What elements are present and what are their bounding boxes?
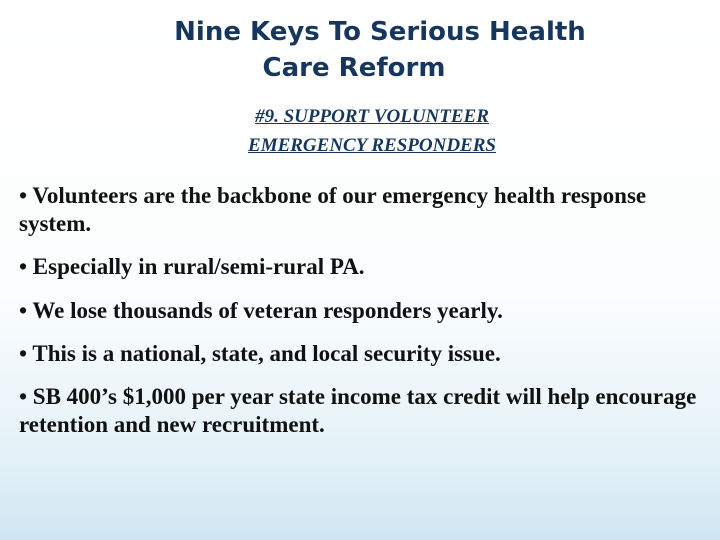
slide-subtitle-line-2: EMERGENCY RESPONDERS [248, 135, 496, 156]
bullet-list [19, 182, 715, 454]
slide-subtitle-line-1: #9. SUPPORT VOLUNTEER [255, 106, 489, 127]
slide-title-line-2: Care Reform [262, 53, 446, 83]
bullet-item: • Especially in rural/semi-rural PA. [19, 254, 365, 279]
bullet-item: • SB 400’s $1,000 per year state income tax credit will help encourage retention and new recruitment. [19, 384, 697, 437]
bullet-item: • This is a national, state, and local security issue. [19, 341, 501, 366]
bullet-item: • We lose thousands of veteran responders yearly. [19, 298, 503, 323]
slide-title-line-1: Nine Keys To Serious Health [174, 17, 586, 47]
slide-title [0, 14, 720, 86]
bullet-item: • Volunteers are the backbone of our emergency health response system. [19, 183, 647, 236]
slide-subtitle [0, 102, 720, 160]
